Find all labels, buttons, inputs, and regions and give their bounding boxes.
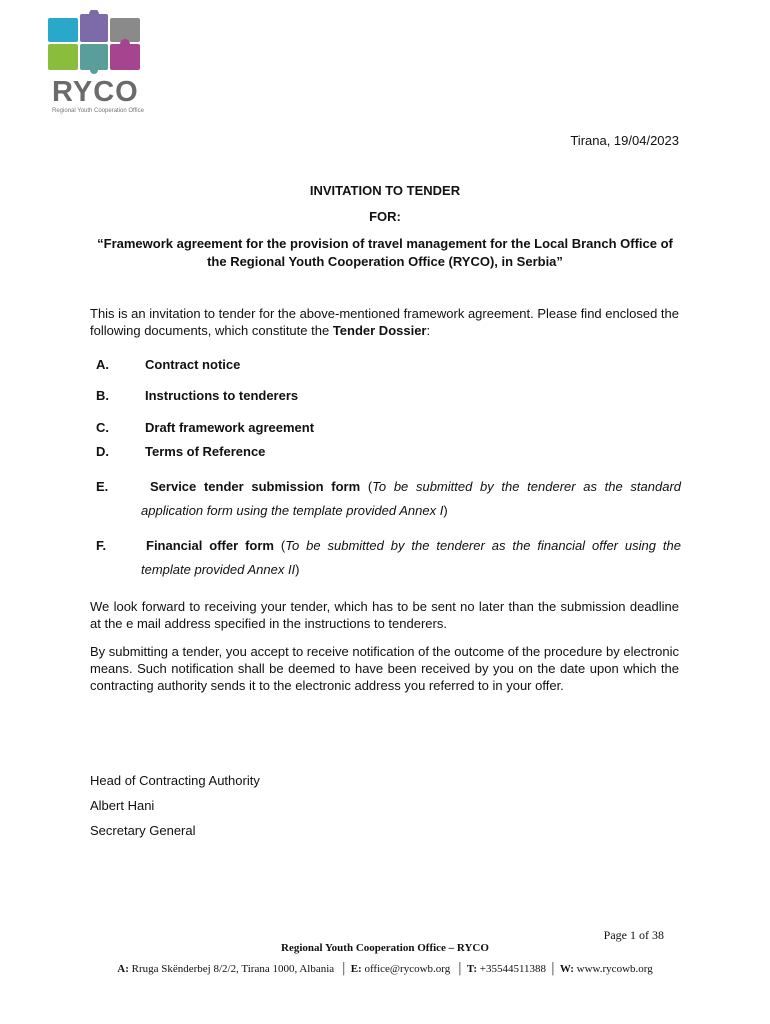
intro-paragraph: This is an invitation to tender for the above-mentioned framework agreement. Please find enclosed the following documents, which constitute the Tender Dossier: [90,306,679,338]
puzzle-logo-icon [46,10,146,76]
ryco-logo [46,10,146,114]
signature-role: Head of Contracting Authority [90,773,260,788]
document-date: Tirana, 19/04/2023 [570,133,679,148]
signature-name: Albert Hani [90,798,155,813]
logo-wordmark: RYCO [52,76,139,108]
footer-contact: A: Rruga Skënderbej 8/2/2, Tirana 1000, Albania │ E: office@rycowb.org │ T: +35544511388 │ W: www.rycowb.org [117,963,653,975]
tender-subject: “Framework agreement for the provision of travel management for the Local Branch Office of the Regional Youth Cooperation Office (RYCO), in Serbia” [97,236,673,269]
heading-title: INVITATION TO TENDER [309,183,461,198]
logo-subtitle: Regional Youth Cooperation Office [52,108,144,114]
footer-organization: Regional Youth Cooperation Office – RYCO [281,942,489,954]
deadline-paragraph: We look forward to receiving your tender, which has to be sent no later than the submission deadline at the e mail address specified in the instructions to tenderers. [90,599,679,631]
footer-phone: +35544511388 [479,963,547,975]
signature-title: Secretary General [90,823,196,838]
tender-dossier-term: Tender Dossier [332,323,427,338]
footer-email-link[interactable]: office@rycowb.org [364,963,451,975]
heading-for: FOR: [369,209,401,224]
footer-address: Rruga Skënderbej 8/2/2, Tirana 1000, Albania [131,963,335,975]
notification-paragraph: By submitting a tender, you accept to receive notification of the outcome of the procedure by electronic means. Such notification shall be deemed to have been received by you on the date upon which the contracting authority sends it to the electronic address you referred to in your offer. [90,644,679,693]
footer-web-link[interactable]: www.rycowb.org [576,963,653,975]
page-number: Page 1 of 38 [603,928,664,942]
